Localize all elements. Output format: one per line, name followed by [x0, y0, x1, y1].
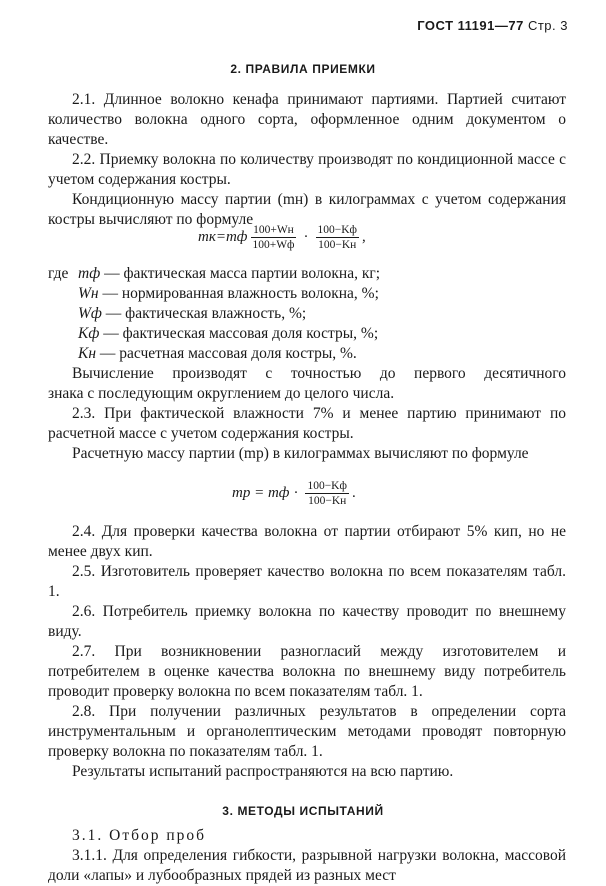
- definition-item: [78, 284, 379, 304]
- where-label: где: [48, 265, 69, 282]
- paragraph-2-6: 2.6. Потребитель приемку волокна по качеству проводит по внешнему виду.: [48, 603, 566, 640]
- formula2-denominator: 100−Kн: [308, 495, 347, 507]
- paragraph-3-1-1: 3.1.1. Для определения гибкости, разрывной нагрузки волокна, массовой доли «лапы» и лубообразных прядей из разных мест: [48, 847, 566, 884]
- gost-number: ГОСТ 11191—77: [417, 18, 524, 33]
- paragraph-2-7: 2.7. При возникновении разногласий между изготовителем и потребителем в оценке качества волокна по внешнему виду потребитель проводит проверку волокна по всем показателям табл. 1.: [48, 643, 566, 700]
- definition-item: [78, 324, 378, 344]
- definition-symbol: Wф: [78, 305, 102, 322]
- definition-text: — расчетная массовая доля костры, %.: [99, 345, 357, 362]
- formula1-f1-numerator: 100+Wн: [253, 224, 294, 236]
- paragraph-2-8: 2.8. При получении различных результатов в определении сорта инструментальным и органолептическим методами проводят повторную проверку волокна по показателям табл. 1.: [48, 703, 566, 760]
- formula2-tail: .: [351, 485, 356, 501]
- calculation-note-line-2: знака с последующим округлением до целого числа.: [48, 385, 395, 402]
- page-header: [417, 18, 568, 33]
- paragraph-2-2: 2.2. Приемку волокна по количеству производят по кондиционной массе с учетом содержания костры.: [48, 151, 566, 188]
- calculation-note-line-1: Вычисление производят с точностью до первого десятичного: [72, 365, 566, 382]
- definition-item: [78, 264, 380, 284]
- formula1-tail: ,: [362, 229, 366, 245]
- definition-text: — фактическая массовая доля костры, %;: [103, 325, 379, 342]
- formula1-f1-denominator: 100+Wф: [252, 239, 295, 251]
- paragraph-2-2-formula-intro: Кондиционную массу партии (mн) в килограммах с учетом содержания костры вычисляют по формуле: [48, 191, 566, 228]
- formula1-f2-numerator: 100−Kф: [317, 224, 357, 236]
- formula-conditioned-mass: [198, 224, 366, 251]
- formula1-dot: ·: [303, 229, 309, 245]
- formula2-dot: ·: [293, 485, 299, 501]
- definition-symbol: Kн: [78, 345, 97, 362]
- paragraph-2-5: 2.5. Изготовитель проверяет качество волокна по всем показателям табл. 1.: [48, 563, 566, 600]
- formula2-lhs: mр = mф: [232, 485, 290, 501]
- paragraph-3-1: 3.1. Отбор проб: [72, 827, 207, 844]
- formula-calculated-mass: [232, 480, 356, 507]
- formula2-numerator: 100−Kф: [307, 480, 347, 492]
- formula1-f2-denominator: 100−Kн: [318, 239, 357, 251]
- definition-text: — фактическая влажность, %;: [105, 305, 307, 322]
- paragraph-2-1: 2.1. Длинное волокно кенафа принимают партиями. Партией считают количество волокна одного сорта, оформленное одним документом о качестве.: [48, 91, 566, 148]
- paragraph-results: Результаты испытаний распространяются на всю партию.: [72, 763, 454, 780]
- section-3-title: 3. МЕТОДЫ ИСПЫТАНИЙ: [222, 804, 384, 818]
- definition-symbol: Kф: [78, 325, 100, 342]
- page-number: Стр. 3: [527, 18, 568, 33]
- definition-item: [78, 344, 357, 364]
- formula2-fraction-shives: [305, 480, 349, 507]
- formula1-fraction-shives: [316, 224, 360, 251]
- definition-symbol: Wн: [78, 285, 99, 302]
- definition-symbol: mф: [78, 265, 101, 282]
- formula1-lhs: mк=mф: [198, 229, 248, 245]
- definition-item: [78, 304, 306, 324]
- definition-text: — фактическая масса партии волокна, кг;: [104, 265, 381, 282]
- paragraph-2-4: 2.4. Для проверки качества волокна от партии отбирают 5% кип, но не менее двух кип.: [48, 523, 566, 560]
- definition-text: — нормированная влажность волокна, %;: [102, 285, 379, 302]
- section-2-title: 2. ПРАВИЛА ПРИЕМКИ: [230, 62, 376, 76]
- formula1-fraction-moisture: [250, 224, 296, 251]
- paragraph-2-3: 2.3. При фактической влажности 7% и менее партию принимают по расчетной массе с учетом содержания костры.: [48, 405, 566, 442]
- paragraph-2-3-formula-intro: Расчетную массу партии (mр) в килограммах вычисляют по формуле: [72, 445, 529, 462]
